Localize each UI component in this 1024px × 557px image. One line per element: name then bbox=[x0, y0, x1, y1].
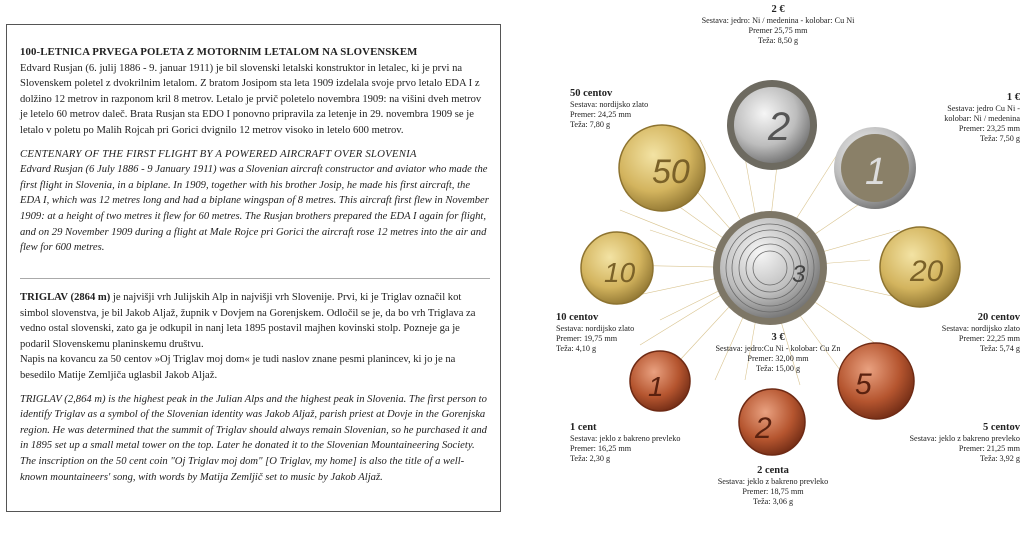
coin-10-cent bbox=[581, 232, 653, 304]
label-1-euro-diameter: Premer: 23,25 mm bbox=[958, 124, 1020, 133]
text-panel bbox=[6, 24, 501, 512]
label-2-euro bbox=[678, 4, 878, 46]
label-1-cent-composition: Sestava: jeklo z bakreno prevleko bbox=[570, 434, 681, 443]
sl-flight-text: Edvard Rusjan (6. julij 1886 - 9. januar 1911) je bil slovenski letalski konstruktor in letalec, ki je prvi na Slovenskem poletel z dvokrilnim letalom. Z bratom Josipom sta leta 1909 izdelala svoje prvo letalo EDA I z dolžino 12 metrov in razponom kril 8 metrov. Letalo je prvič poletelo novembra 1909: na višini dveh metrov je letelo 60 metrov daleč. Brata Rusjan sta EDO I ponovno pripravila za letenje in 29. novembra 1909 se je letalo v poletu po Malih Rojcah pri Gorici dvignilo 12 metrov visoko in letelo 600 metrov. bbox=[20, 62, 482, 136]
flight-section bbox=[20, 45, 490, 256]
sl-triglav-text2: Napis na kovancu za 50 centov »Oj Triglav moj dom« je tudi naslov znane pesmi planincev, ki jo je na besedilo Matije Zemljiča uglasbil Jakob Aljaž. bbox=[20, 354, 456, 381]
label-10-cent-diameter: Premer: 19,75 mm bbox=[556, 334, 618, 343]
coin-2-cent bbox=[739, 389, 805, 455]
triglav-section bbox=[20, 290, 490, 485]
label-5-cent-diameter: Premer: 21,25 mm bbox=[958, 444, 1020, 453]
label-3-euro-diameter: Premer: 32,00 mm bbox=[747, 354, 809, 363]
label-2-euro-diameter: Premer 25,75 mm bbox=[748, 26, 808, 35]
label-20-cent-diameter: Premer: 22,25 mm bbox=[958, 334, 1020, 343]
en-triglav-title: TRIGLAV (2,864 m) bbox=[20, 393, 106, 405]
label-20-cent bbox=[880, 312, 1020, 354]
label-3-euro-name: 3 € bbox=[771, 332, 785, 343]
label-5-cent-name: 5 centov bbox=[982, 422, 1020, 433]
coin-50-cent-mark: 50 bbox=[652, 153, 690, 191]
label-1-cent-diameter: Premer: 16,25 mm bbox=[570, 444, 632, 453]
label-50-cent-name: 50 centov bbox=[570, 88, 613, 99]
label-20-cent-weight: Teža: 5,74 g bbox=[979, 344, 1020, 353]
label-1-euro bbox=[890, 92, 1020, 144]
label-1-euro-composition: Sestava: jedro Cu Ni - bbox=[947, 104, 1020, 113]
en-triglav-text: is the highest peak in the Julian Alps and the highest peak in Slovenia. The first person to identify Triglav as a symbol of the Slovenian identity was Jakob Aljaž, parish priest at Dovje in the Gorenjska region. He was determined that the summit of Triglav should always remain Slovenian, so he purchased it and in 1895 set up a small metal tower on the top. Later he donated it to the Slovenian Mountaineering Society. bbox=[20, 393, 487, 452]
label-1-cent-name: 1 cent bbox=[570, 422, 597, 433]
label-1-cent-weight: Teža: 2,30 g bbox=[570, 454, 611, 463]
en-flight-title: CENTENARY OF THE FIRST FLIGHT BY A POWERED AIRCRAFT OVER SLOVENIA bbox=[20, 147, 417, 160]
label-50-cent-composition: Sestava: nordijsko zlato bbox=[570, 100, 649, 109]
sl-triglav-text: je najvišji vrh Julijskih Alp in najvišji vrh Slovenije. Prvi, ki je Triglav označil kot simbol slovenstva, je bil Jakob Aljaž, župnik v Dovjem na Gorenjskem. Odločil se je, da bo vrh Triglava za vedno ostal slovenski, zato ga je odkupil in nanj leta 1895 postavil majhen kovinski stolp. Pozneje ga je podaril Slovenskemu planinskemu društvu. bbox=[20, 292, 476, 350]
label-1-euro-composition-2: kolobar: Ni / medenina bbox=[944, 114, 1020, 123]
label-2-cent-weight: Teža: 3,06 g bbox=[752, 497, 794, 506]
label-20-cent-composition: Sestava: nordijsko zlato bbox=[941, 324, 1020, 333]
coin-set bbox=[540, 0, 1024, 552]
label-50-cent-weight: Teža: 7,80 g bbox=[570, 120, 611, 129]
coin-5-cent-mark: 5 bbox=[855, 368, 872, 401]
sl-triglav-title: TRIGLAV (2864 m) bbox=[20, 292, 111, 303]
coin-1-cent-mark: 1 bbox=[648, 371, 664, 402]
en-flight-text: Edvard Rusjan (6 July 1886 - 9 January 1911) was a Slovenian aircraft constructor and aviator who made the first flight in Slovenia, in a biplane. In 1909, together with his brother Josip, he made his first aircraft, the EDA I, which was 12 metres long and had a biplane wingspan of 8 metres. This aircraft first flew in November 1909: at a height of two metres it flew for 60 metres. The Rusjan brothers prepared the EDA I again for flight, and on 29 November 1909 during a flight at Male Rojce pri Gorici the aircraft rose 12 metres into the air and flew for 600 metres. bbox=[20, 164, 489, 254]
label-1-cent bbox=[570, 422, 740, 464]
label-10-cent-composition: Sestava: nordijsko zlato bbox=[556, 324, 635, 333]
label-20-cent-name: 20 centov bbox=[977, 312, 1020, 323]
label-10-cent-weight: Teža: 4,10 g bbox=[556, 344, 597, 353]
coin-20-cent bbox=[880, 227, 960, 307]
label-2-cent-composition: Sestava: jeklo z bakreno prevleko bbox=[717, 477, 829, 486]
label-2-euro-name: 2 € bbox=[771, 4, 785, 15]
label-1-euro-name: 1 € bbox=[1006, 92, 1020, 103]
label-50-cent bbox=[570, 88, 700, 130]
coin-3-euro-mark: 3 bbox=[792, 261, 806, 288]
sl-flight-title: 100-LETNICA PRVEGA POLETA Z MOTORNIM LETALOM NA SLOVENSKEM bbox=[20, 46, 418, 58]
label-10-cent bbox=[556, 312, 686, 354]
label-2-euro-weight: Teža: 8,50 g bbox=[757, 36, 799, 45]
label-2-cent-name: 2 centa bbox=[757, 465, 789, 476]
label-5-cent bbox=[850, 422, 1020, 464]
label-10-cent-name: 10 centov bbox=[556, 312, 599, 323]
coin-10-cent-mark: 10 bbox=[604, 257, 636, 288]
coin-3-euro bbox=[713, 211, 827, 325]
en-triglav-text2: The inscription on the 50 cent coin "Oj Triglav moj dom" [O Triglav, my home] is also the title of a well-known mountaineers' song, with words by Matija Zemljič set to music by Jakob Aljaž. bbox=[20, 455, 465, 483]
label-2-cent-diameter: Premer: 18,75 mm bbox=[742, 487, 804, 496]
label-2-euro-composition: Sestava: jedro: Ni / medenina - kolobar: Cu Ni bbox=[701, 16, 855, 25]
coin-2-euro-mark: 2 bbox=[768, 105, 791, 149]
label-2-cent bbox=[688, 465, 858, 507]
coin-2-cent-mark: 2 bbox=[755, 412, 772, 445]
section-divider bbox=[20, 278, 490, 279]
label-3-euro bbox=[678, 332, 878, 374]
label-5-cent-weight: Teža: 3,92 g bbox=[979, 454, 1020, 463]
label-3-euro-composition: Sestava: jedro:Cu Ni - kolobar: Cu Zn bbox=[715, 344, 841, 353]
label-1-euro-weight: Teža: 7,50 g bbox=[979, 134, 1020, 143]
label-50-cent-diameter: Premer: 24,25 mm bbox=[570, 110, 632, 119]
coin-50-cent bbox=[619, 125, 705, 211]
coin-20-cent-mark: 20 bbox=[910, 255, 944, 288]
label-3-euro-weight: Teža: 15,00 g bbox=[755, 364, 801, 373]
coin-1-euro-mark: 1 bbox=[865, 151, 887, 193]
label-5-cent-composition: Sestava: jeklo z bakreno prevleko bbox=[909, 434, 1020, 443]
coin-2-euro bbox=[727, 80, 817, 170]
